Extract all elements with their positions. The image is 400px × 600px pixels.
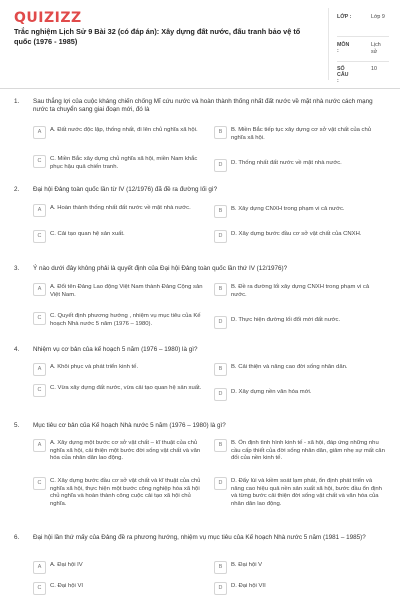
- meta-mon-value: Lịch sử: [371, 42, 381, 55]
- option-text: B. Đề ra đường lối xây dựng CNXH trong phạm vi cả nước.: [231, 284, 370, 298]
- option-text: B. Ổn định tình hình kinh tế - xã hội, đáp ứng những nhu cầu cấp thiết của đời sống nhân dân, giảm nhẹ sự mất cân đối của nền kinh tế.: [231, 440, 385, 462]
- option-letter: B: [214, 283, 227, 296]
- meta-divider: [337, 61, 389, 62]
- question-text: Ý nào dưới đây không phải là quyết định của Đại hội Đảng toàn quốc lần thứ IV (12/1976)?: [33, 265, 288, 272]
- option-letter: D: [214, 230, 227, 243]
- quizizz-logo: QUIZIZZ: [14, 10, 82, 26]
- question-number: 5.: [14, 422, 20, 429]
- option-text: D. Đại hội VII: [231, 583, 266, 589]
- option-text: A. Khôi phục và phát triển kinh tế.: [50, 364, 139, 370]
- option-letter: C: [33, 155, 46, 168]
- option-letter: D: [214, 388, 227, 401]
- option-letter: B: [214, 439, 227, 452]
- option-text: A. Đại hội IV: [50, 562, 83, 568]
- option-text: B. Cải thiện và nâng cao đời sống nhân dân.: [231, 364, 348, 370]
- option-letter: A: [33, 283, 46, 296]
- option-letter: C: [33, 582, 46, 595]
- option-letter: D: [214, 159, 227, 172]
- worksheet-title: Trắc nghiệm Lịch Sử 9 Bài 32 (có đáp án): Xây dựng đất nước, đấu tranh bảo vệ tổ quốc (1976 - 1985): [14, 27, 301, 46]
- question-number: 6.: [14, 534, 20, 541]
- option-text: D. Thống nhất đất nước về mặt nhà nước.: [231, 160, 342, 166]
- option-letter: A: [33, 126, 46, 139]
- option-text: A. Hoàn thành thống nhất đất nước về mặt nhà nước.: [50, 205, 191, 211]
- meta-lop-label: LỚP :: [337, 14, 352, 20]
- option-letter: A: [33, 439, 46, 452]
- header-separator: [0, 88, 400, 89]
- meta-socau-value: 10: [371, 66, 377, 72]
- option-text: C. Miền Bắc xây dựng chủ nghĩa xã hội, miền Nam khắc phục hậu quả chiến tranh.: [50, 156, 198, 170]
- question-number: 4.: [14, 346, 20, 353]
- meta-divider: [337, 36, 389, 37]
- option-text: B. Miền Bắc tiếp tục xây dựng cơ sở vật chất của chủ nghĩa xã hội.: [231, 127, 372, 141]
- option-text: D. Xây dựng nền văn hóa mới.: [231, 389, 312, 395]
- option-text: C. Cải tạo quan hệ sản xuất.: [50, 231, 125, 237]
- header-divider: [328, 8, 329, 80]
- question-text: Sau thắng lợi của cuộc kháng chiến chống Mĩ cứu nước và hoàn thành thống nhất đất nước về mặt nhà nước cách mạng nước ta chuyển sang giai đoạn mới, đó là: [33, 98, 373, 114]
- meta-socau-label: SỐ CÂU :: [337, 66, 349, 84]
- option-text: A. Xây dựng một bước cơ sở vật chất – kĩ thuật của chủ nghĩa xã hội, cải thiện một bước đời sống vật chất và văn hóa của nhân dân lao động.: [50, 440, 201, 462]
- worksheet-header: [0, 0, 400, 88]
- option-text: C. Vừa xây dựng đất nước, vừa cải tạo quan hệ sản xuất.: [50, 385, 202, 391]
- option-text: A. Đất nước độc lập, thống nhất, đi lên chủ nghĩa xã hội.: [50, 127, 198, 133]
- option-letter: C: [33, 477, 46, 490]
- question-number: 1.: [14, 98, 20, 105]
- option-letter: C: [33, 384, 46, 397]
- question-number: 3.: [14, 265, 20, 272]
- option-text: C. Xây dựng bước đầu cơ sở vật chất và kĩ thuật của chủ nghĩa xã hội, thực hiện một bước công nghiệp hóa xã hội chủ nghĩa và hoàn thành công cuộc cải tạo xã hội chủ nghĩa.: [50, 478, 201, 507]
- option-text: B. Đại hội V: [231, 562, 263, 568]
- question-number: 2.: [14, 186, 20, 193]
- option-text: C. Quyết định phương hướng , nhiệm vụ mục tiêu của Kế hoạch Nhà nước 5 năm (1976 – 1980).: [50, 313, 201, 327]
- meta-mon-label: MÔN :: [337, 42, 350, 54]
- option-letter: D: [214, 477, 227, 490]
- option-letter: C: [33, 230, 46, 243]
- option-text: D. Thực hiện đường lối đổi mới đất nước.: [231, 317, 341, 323]
- option-letter: D: [214, 582, 227, 595]
- option-text: D. Xây dựng bước đầu cơ sở vật chất của CNXH.: [231, 231, 362, 237]
- option-letter: A: [33, 363, 46, 376]
- option-text: A. Đổi tên Đảng Lao động Việt Nam thành Đảng Cộng sản Việt Nam.: [50, 284, 203, 298]
- question-text: Đại hội lần thứ mấy của Đảng đề ra phương hướng, nhiệm vụ mục tiêu của Kế hoạch Nhà nước 5 năm (1981 – 1985)?: [33, 534, 366, 541]
- meta-lop-value: Lớp 9: [371, 14, 385, 20]
- option-letter: B: [214, 205, 227, 218]
- option-letter: B: [214, 363, 227, 376]
- question-text: Đại hội Đảng toàn quốc lần từ IV (12/1976) đã đề ra đường lối gì?: [33, 186, 218, 193]
- option-letter: B: [214, 126, 227, 139]
- option-letter: A: [33, 204, 46, 217]
- option-letter: C: [33, 312, 46, 325]
- option-letter: D: [214, 316, 227, 329]
- option-letter: B: [214, 561, 227, 574]
- option-letter: A: [33, 561, 46, 574]
- option-text: D. Đẩy lùi và kiềm soát lạm phát, ổn định phát triển và nâng cao hiệu quả nền sản xuất xã hội, bước đầu ổn định và từng bước cải thiện đời sống vật chất và văn hóa của nhân dân lao động.: [231, 478, 382, 507]
- question-text: Mục tiêu cơ bản của Kế hoạch Nhà nước 5 năm (1976 – 1980) là gì?: [33, 422, 226, 429]
- option-text: C. Đại hội VI: [50, 583, 84, 589]
- question-text: Nhiệm vụ cơ bản của kế hoạch 5 năm (1976 – 1980) là gì?: [33, 346, 198, 353]
- option-text: B. Xây dựng CNXH trong phạm vi cả nước.: [231, 206, 345, 212]
